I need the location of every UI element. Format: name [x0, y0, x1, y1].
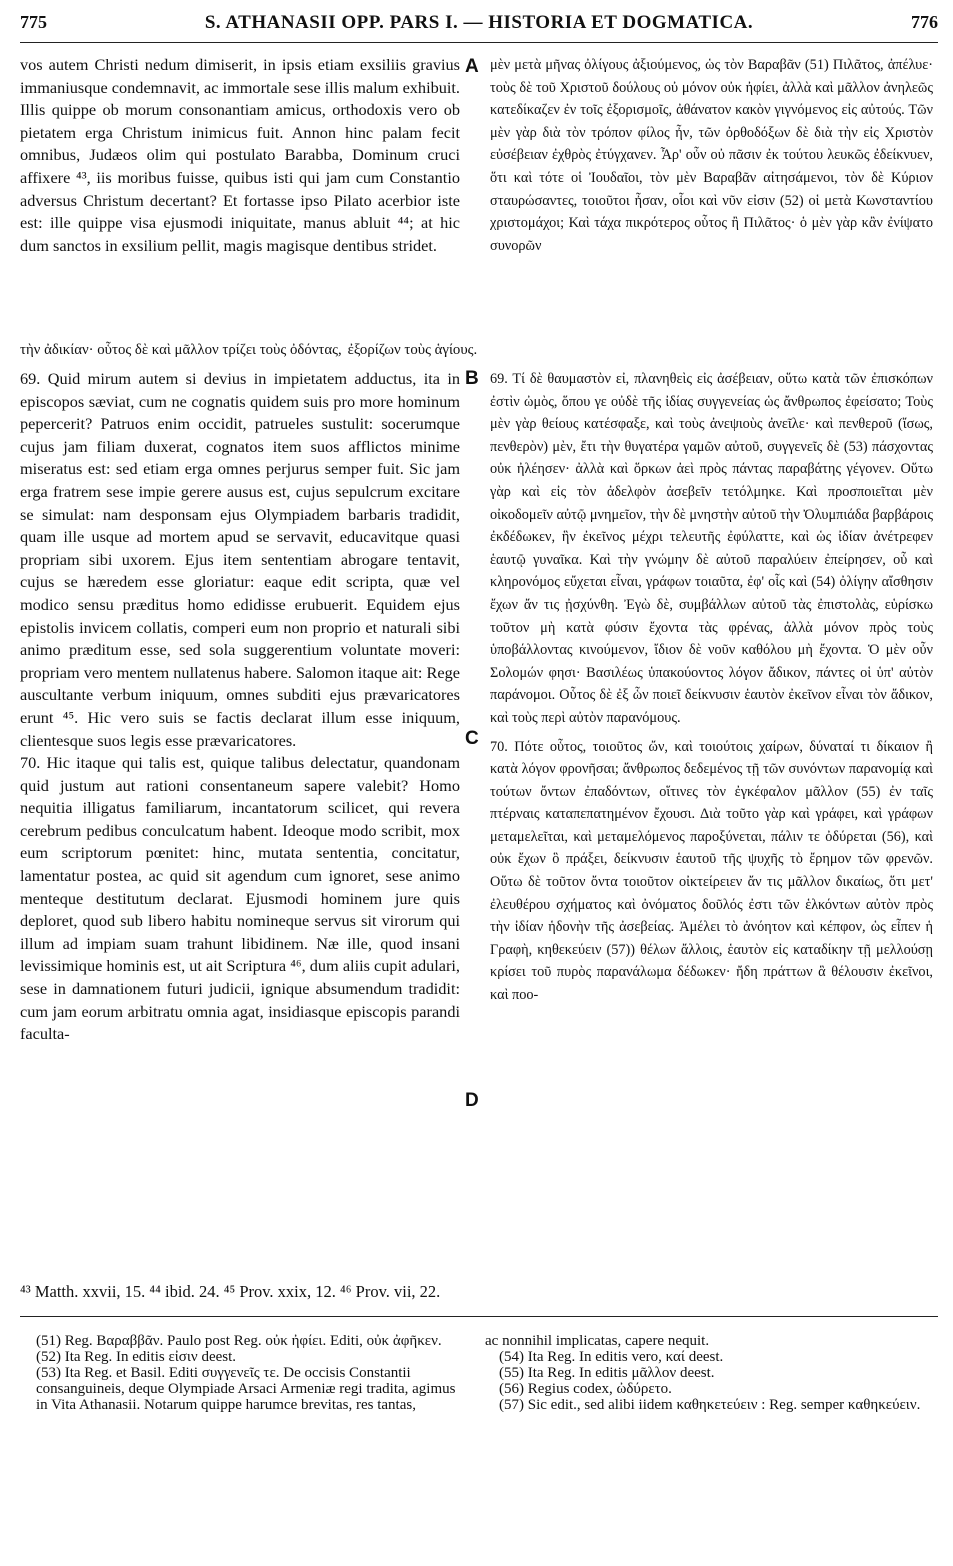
- spanning-greek-line: [20, 342, 938, 359]
- latin-paragraph-69: 69. Quid mirum autem si devius in impietatem adductus, ita in episcopos sæviat, cum ne cognatis quidem suis pro more hominum pepercerit? Patruos enim occidit, patrueles sustulit: socerumque cujus jam filiam duxerat, cognatos item suos afflictos minime miseratus est: sed etiam erga omnes perjurus semper fuit. Sic jam erga fratrem sese impie gerere ausus est, cujus sepulcrum excitare se simulat: nam desponsam ejus Olympiadem barbaris tradidit, quam ille usque ad mortem apud se servavit, educavitque quasi propriam sibi uxorem. Ejus item sententiam abrogare tentavit, cujus se hæredem esse gloriatur: eaque edit scripta, quæ vel modico sensu præditus homo edidisse erubuerit. Equidem ejus epistolis invicem collatis, comperi eum non proprio et naturali sibi animo præditum esse, sed sola suggerentium voluntate moveri: propriam vero mentem nullatenus habere. Salomon itaque ait: Rege auscultante verbum iniquum, omnes subditi ejus prævaricatores erunt ⁴⁵. Hic vero suis se factis declarat illum esse iniquum, clientesque suos legis esse prævaricatores.: [20, 369, 460, 750]
- greek-paragraph: μὲν μετὰ μῆνας ὀλίγους ἀξιούμενος, ὡς τὸν Βαραβᾶν (51) Πιλᾶτος, ἀπέλυε· τοὺς δὲ τοῦ Χριστοῦ δούλους οὐ μόνον οὐκ ἠφίει, ἀλλὰ καὶ μᾶλλον ἀνηλεῶς κατεδίκαζεν ἐν τοῖς ἐξορισμοῖς, ἀθάνατον κακὸν γιγνόμενος εἰς αὐτούς. Τῶν μὲν γὰρ διὰ τὸν τρόπον φίλος ἦν, τῶν ὀρθοδόξων δὲ διὰ τὴν εἰς Χριστὸν εὐσέβειαν ἐχθρὸς ἐτύγχανεν. Ἆρ' οὖν οὐ πᾶσιν ἐκ τούτου λευκῶς ἐδείκνυεν, ὅτι καὶ τότε οἱ Ἰουδαῖοι, τὸν μὲν Βαραβᾶν αἰτησάμενοι, τὸν δὲ Κύριον σταυρώσαντες, τοιοῦτοι ἦσαν, οἷοι καὶ νῦν εἰσιν (52) οἱ μετὰ Κωνσταντίου χριστομάχοι; Καὶ τάχα πικρότερος οὗτος ἢ Πιλᾶτος· ὁ μὲν γὰρ κἂν ἐνίψατο συνορῶν: [490, 57, 933, 254]
- footnotes-left: [22, 1333, 467, 1413]
- footnote-rule: [20, 1316, 938, 1317]
- spanning-line-part-b: ἐξορίζων τοὺς ἁγίους.: [347, 342, 478, 358]
- scripture-references: ⁴³ Matth. xxvii, 15. ⁴⁴ ibid. 24. ⁴⁵ Prov. xxix, 12. ⁴⁶ Prov. vii, 22.: [20, 1282, 441, 1301]
- latin-paragraph: vos autem Christi nedum dimiserit, in ipsis etiam exsiliis gravius immaniusque condemnavit, ac immortale sese illis malum exhibuit. Illis quippe ob morum consonantiam amicus, orthodoxis vero ob pietatem erga Christum inimicus fuit. Annon hinc palam fecit omnibus, Judæos olim qui postulato Barabba, Dominum cruci affixere ⁴³, iis moribus fuisse, quibus isti qui jam cum Constantio adversus Christum decertant? Et fortasse ipso Pilato acerbior iste est: ille quippe visa ejusmodi iniquitate, manus abluit ⁴⁴; at hic dum sanctos in exsilium pellit, magis magisque dentibus stridet.: [20, 55, 460, 255]
- section-marker-b: B: [465, 368, 479, 389]
- greek-column-top: [490, 54, 933, 257]
- greek-column-middle: [490, 368, 933, 1007]
- greek-paragraph-69: 69. Τί δὲ θαυμαστὸν εἰ, πλανηθεὶς εἰς ἀσέβειαν, οὕτω κατὰ τῶν ἐπισκόπων ἐστὶν ὠμὸς, ὅπου γε οὐδὲ τῆς ἰδίας συγγενείας ὡς ἄνθρωπος ἐφείσατο; Τοὺς μὲν γὰρ θείους κατέσφαξε, καὶ τοὺς ἀνεψιοὺς ἀνεῖλε· καὶ πενθεροῦ (ἴσως, πενθερὸν) μὲν, ἔτι τὴν θυγατέρα γαμῶν αὐτοῦ, συγγενεῖς δὲ (53) πάσχοντας οὐκ ἠλέησεν· ἀλλὰ καὶ ὅρκων ἀεὶ πρὸς πάντας παραβάτης γέγονεν. Οὕτω γὰρ καὶ εἰς τὸν ἀδελφὸν ἀσεβεῖν τετόλμηκε. Καὶ προσποιεῖται μὲν οἰκοδομεῖν αὐτῷ μνημεῖον, τὴν δὲ μνηστὴν αὐτοῦ τὴν Ὀλυμπιάδα βαρβάροις ἐκδέδωκεν, ἣν ἐκεῖνος μέχρι τελευτῆς ἐφύλαττε, καὶ ὡς ἰδίαν ἀνέτρεφεν ἑαυτῷ γυναῖκα. Καὶ τὴν γνώμην δὲ αὐτοῦ παραλύειν ἐπείρησεν, οὗ καὶ κληρονόμος εὔχεται εἶναι, γράφων τοιαῦτα, ἐφ' οἷς καὶ (54) ὀλίγην αἴσθησιν ἔχων ἄν τις ᾐσχύνθη. Ἐγὼ δὲ, συμβάλλων αὐτοῦ τὰς ἐπιστολὰς, εὑρίσκω τοῦτον μὴ κατὰ φύσιν ἔχοντα τὰς φρένας, ἀλλὰ μόνον πρὸς τοὺς ὑποβάλλοντας κινούμενον, ἴδιον δὲ νοῦν καθόλου μὴ ἔχοντα. Ὁ μὲν οὖν Σολομών φησι· Βασιλέως ὑπακούοντος λόγον ἄδικον, πάντες οἱ ὑπ' αὐτὸν παράνομοι. Οὗτος δὲ ἐξ ὧν ποιεῖ δείκνυσιν ἑαυτὸν ἐκεῖνον εἶναι τὸν ἄδικον, καὶ τοὺς περὶ αὐτὸν παρανόμους.: [490, 371, 933, 726]
- footnote: ac nonnihil implicatas, capere nequit.: [485, 1333, 710, 1349]
- running-title: S. ATHANASII OPP. PARS I. — HISTORIA ET DOGMATICA.: [204, 12, 754, 33]
- footnote: (53) Ita Reg. et Basil. Editi συγγενεῖς τε. De occisis Constantii consanguineis, deque Olympiade Arsaci Armeniæ regi tradita, agimus in Vita Athanasii. Notarum quippe harumce brevitas, res tantas,: [36, 1365, 456, 1413]
- page-header: [20, 12, 938, 42]
- footnote: (55) Ita Reg. In editis μᾶλλον deest.: [499, 1365, 715, 1381]
- page-number-left: 775: [20, 12, 47, 32]
- spanning-line-part-a: τὴν ἀδικίαν· οὗτος δὲ καὶ μᾶλλον τρίζει τοὺς ὀδόντας,: [20, 342, 342, 358]
- footnote: (57) Sic edit., sed alibi iidem καθηκετεύειν : Reg. semper καθηκεύειν.: [499, 1397, 921, 1413]
- footnote: (51) Reg. Βαραββᾶν. Paulo post Reg. οὐκ ἠφίει. Editi, οὐκ ἀφῆκεν.: [36, 1333, 442, 1349]
- page-number-right: 776: [911, 12, 938, 32]
- latin-column-top: [20, 54, 460, 257]
- footnote: (54) Ita Reg. In editis vero, καί deest.: [499, 1349, 724, 1365]
- latin-column-middle: [20, 368, 460, 1046]
- header-rule: [20, 42, 938, 43]
- latin-paragraph-70: 70. Hic itaque qui talis est, quique talibus delectatur, quandonam quid justum aut rationi consentaneum sapere valebit? Homo nequitia illigatus familiarum, incantatorum scilicet, qui revera cerebrum pedibus conculcatum habent. Ideoque modo scribit, mox eum scriptorum pœnitet: hinc, mutata sententia, concitatur, lamentatur postea, ac quid sit agendum cum ignoret, sese animo menteque destitutum declarat. Ejusmodi hominem jure quis deploret, quod sub libero habitu nomineque servus sit virorum qui illum ad impiam suam trahunt libidinem. Næ ille, quod insani levissimique hominis est, ut ait Scriptura ⁴⁶, dum aliis cupit adulari, sese in damnationem futuri judicii, ignique absumendum tradidit: cum jam eorum arbitratu omnia agat, insidiasque episcopis parandi faculta-: [20, 753, 460, 1044]
- footnotes-right: [485, 1333, 935, 1413]
- footnote: (52) Ita Reg. In editis εἰσιν deest.: [36, 1349, 237, 1365]
- greek-paragraph-70: 70. Πότε οὗτος, τοιοῦτος ὤν, καὶ τοιούτοις χαίρων, δύναταί τι δίκαιον ἢ κατὰ λόγον φρονῆσαι; ἄνθρωπος δεδεμένος τῇ τῶν συνόντων παρανομίᾳ καὶ τούτων ὄντων ἐπαδόντων, οἵτινες τὸν ἐγκέφαλον μᾶλλον (55) ἐν ταῖς πτέρναις καταπεπατημένον ἔχουσι. Διὰ τοῦτο γὰρ καὶ γράφει, καὶ γράφων μεταμελεῖται, καὶ μεταμελόμενος παροξύνεται, πάλιν τε ὀδύρεται (56), καὶ οὐκ ἔχων ὃ πράξει, δείκνυσιν ἑαυτοῦ τῆς ψυχῆς τὸ ἔρημον τῶν φρενῶν. Οὕτω δὲ τοῦτον ὄντα τοιοῦτον οἰκτείρειεν ἄν τις μᾶλλον δικαίως, ὅτι μετ' ἐλευθέρου σχήματος καὶ ὀνόματος δοῦλός ἐστι τῶν ἑλκόντων αὐτὸν πρὸς τὴν ἰδίαν ἡδονὴν τῆς ἀσεβείας. Ἀμέλει τὸ ἀνόητον καὶ κέπφον, ὡς εἶπεν ἡ Γραφὴ, κηθεκεύειν (57)) θέλων ἄλλοις, ἑαυτὸν εἰς καταδίκην τῇ μελλούσῃ κρίσει τοῦ πυρὸς παρανάλωμα δέδωκεν· ἤδη πράττων ἃ θέλουσιν ἐκεῖνοι, καὶ ποο-: [490, 738, 933, 1004]
- section-marker-d: D: [465, 1090, 479, 1111]
- section-marker-c: C: [465, 728, 479, 749]
- footnote: (56) Regius codex, ὠδύρετο.: [499, 1381, 672, 1397]
- section-marker-a: A: [465, 56, 479, 77]
